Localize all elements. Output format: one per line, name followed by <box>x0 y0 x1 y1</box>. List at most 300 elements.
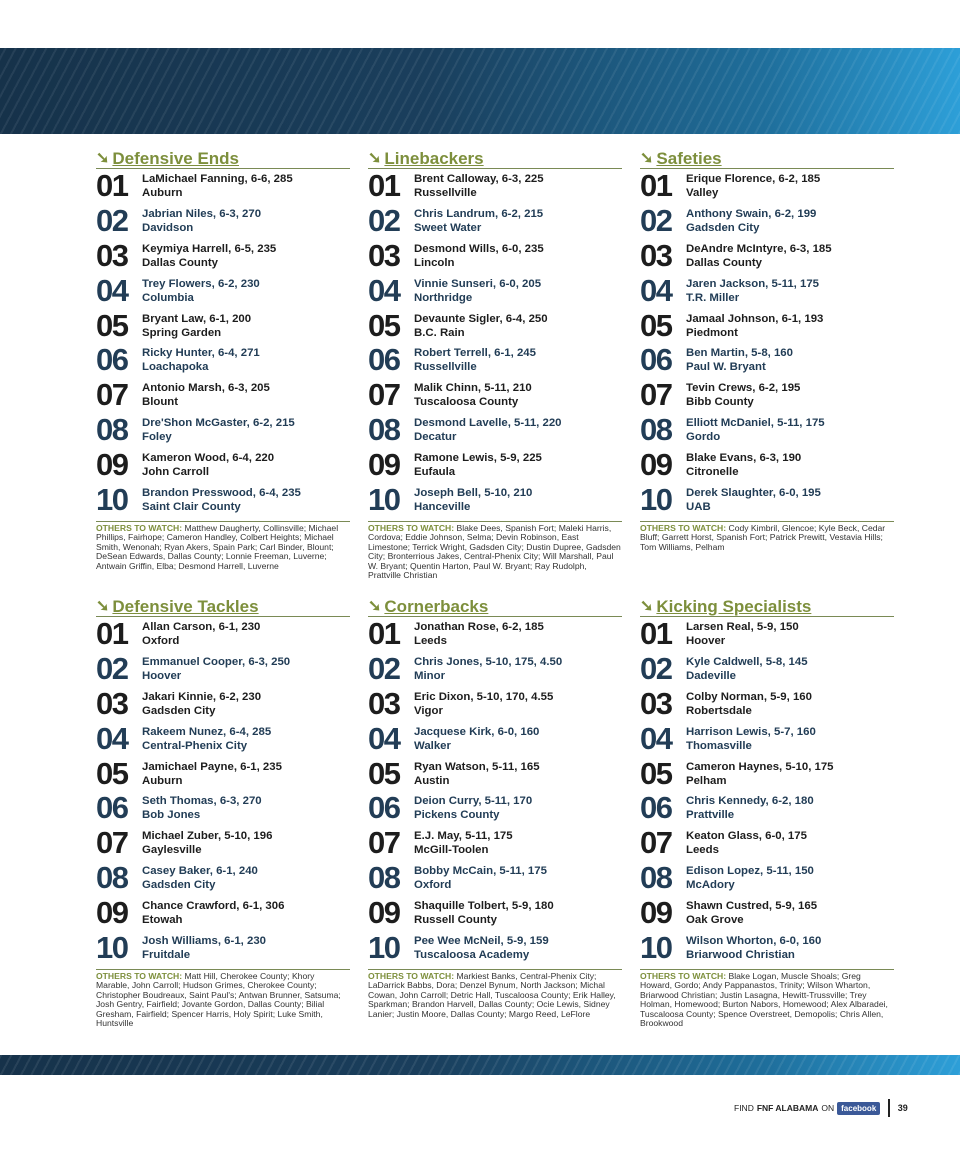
player-name-stats: Dre'Shon McGaster, 6-2, 215 <box>142 416 295 429</box>
player-name-stats: Kyle Caldwell, 5-8, 145 <box>686 656 808 669</box>
player-row <box>96 930 350 965</box>
player-name-stats: Shaquille Tolbert, 5-9, 180 <box>414 899 554 912</box>
player-info <box>414 381 532 409</box>
player-row <box>96 413 350 448</box>
player-rank: 05 <box>368 755 400 791</box>
player-rank: 02 <box>368 651 400 687</box>
player-row <box>96 447 350 482</box>
section-header <box>96 596 350 617</box>
player-row <box>368 895 622 930</box>
player-name-stats: Shawn Custred, 5-9, 165 <box>686 899 818 912</box>
player-rank: 08 <box>96 411 128 447</box>
others-to-watch-text: Blake Dees, Spanish Fort; Maleki Harris, Cordova; Eddie Johnson, Selma; Devin Robinson, East Limestone; Terrick Wright, Gadsden City; Dustin Dupree, Gadsden City; Bronterrious Jakes, Central-Phenix City; Will Marshall, Paul W. Bryant; Quentin Harton, Paul W. Bryant; Ray Rudolph, Prattville Christian <box>368 522 621 581</box>
player-row <box>96 169 350 204</box>
player-rank: 04 <box>640 720 672 756</box>
player-info <box>414 864 547 892</box>
player-school: Eufaula <box>414 465 456 478</box>
section-header <box>368 148 622 169</box>
player-name-stats: Pee Wee McNeil, 5-9, 159 <box>414 934 549 947</box>
player-list <box>368 617 622 965</box>
player-school: Oak Grove <box>686 913 744 926</box>
player-school: Russellville <box>414 361 477 374</box>
section-title: Linebackers <box>384 149 484 168</box>
player-name-stats: Jakari Kinnie, 6-2, 230 <box>142 690 262 703</box>
player-row <box>96 791 350 826</box>
player-school: Auburn <box>142 187 183 200</box>
player-school: Piedmont <box>686 326 738 339</box>
others-to-watch-label: OTHERS TO WATCH: <box>640 522 727 533</box>
player-rank: 05 <box>96 755 128 791</box>
player-name-stats: Erique Florence, 6-2, 185 <box>686 173 821 186</box>
section-defensive-tackles <box>96 596 350 1029</box>
player-info <box>142 690 261 718</box>
player-school: Tuscaloosa Academy <box>414 948 530 961</box>
player-rank: 09 <box>96 446 128 482</box>
player-name-stats: Trey Flowers, 6-2, 230 <box>142 277 260 290</box>
player-school: Pelham <box>686 774 727 787</box>
player-rank: 07 <box>640 377 672 413</box>
player-row <box>640 378 894 413</box>
arrow-down-right-icon: ➘ <box>640 150 654 167</box>
player-info <box>414 934 549 962</box>
player-rank: 02 <box>96 651 128 687</box>
player-row <box>368 652 622 687</box>
player-row <box>96 617 350 652</box>
player-row <box>640 652 894 687</box>
player-school: Vigor <box>414 704 443 717</box>
player-rank: 03 <box>640 237 672 273</box>
player-school: Bibb County <box>686 396 754 409</box>
section-linebackers <box>368 148 622 581</box>
section-header <box>368 596 622 617</box>
player-row <box>368 930 622 965</box>
player-name-stats: Jamaal Johnson, 6-1, 193 <box>686 312 824 325</box>
player-row <box>368 791 622 826</box>
player-rank: 06 <box>640 790 672 826</box>
player-info <box>142 486 301 514</box>
player-rank: 07 <box>96 377 128 413</box>
player-name-stats: Harrison Lewis, 5-7, 160 <box>686 725 816 738</box>
footer-find-text: FIND <box>734 1103 754 1113</box>
player-school: T.R. Miller <box>686 291 740 304</box>
player-school: Thomasville <box>686 739 752 752</box>
player-info <box>414 312 548 340</box>
player-row <box>368 826 622 861</box>
player-name-stats: Chris Jones, 5-10, 175, 4.50 <box>414 656 563 669</box>
player-school: Sweet Water <box>414 222 482 235</box>
player-row <box>96 482 350 517</box>
others-to-watch-text: Matt Hill, Cherokee County; Khory Marable, John Carroll; Hudson Grimes, Cherokee County; Christopher Boudreaux, Saint Paul's; Antwan Brunner, Satsuma; Josh Gentry, Fairfield; Jovante Gordon, Dallas County; Bilial Gresham, Fairfield; Spencer Harris, Holy Spirit; Luke Smith, Huntsville <box>96 970 341 1029</box>
player-name-stats: Casey Baker, 6-1, 240 <box>142 864 258 877</box>
player-row <box>96 378 350 413</box>
header-banner <box>0 48 960 134</box>
player-rank: 09 <box>640 446 672 482</box>
player-school: Paul W. Bryant <box>686 361 766 374</box>
player-name-stats: Jabrian Niles, 6-3, 270 <box>142 208 262 221</box>
player-rank: 07 <box>640 825 672 861</box>
player-row <box>368 378 622 413</box>
player-info <box>686 207 816 235</box>
player-info <box>414 207 543 235</box>
arrow-down-right-icon: ➘ <box>368 598 382 615</box>
player-school: Hoover <box>686 635 726 648</box>
player-school: Briarwood Christian <box>686 948 795 961</box>
player-name-stats: DeAndre McIntyre, 6-3, 185 <box>686 242 832 255</box>
player-rank: 04 <box>96 720 128 756</box>
player-school: Oxford <box>142 635 180 648</box>
player-name-stats: Eric Dixon, 5-10, 170, 4.55 <box>414 690 554 703</box>
player-rank: 10 <box>368 481 400 517</box>
player-school: Russell County <box>414 913 497 926</box>
player-school: Leeds <box>414 635 447 648</box>
player-rank: 05 <box>640 307 672 343</box>
others-to-watch-label: OTHERS TO WATCH: <box>368 522 455 533</box>
player-row <box>640 861 894 896</box>
player-school: Central-Phenix City <box>142 739 248 752</box>
player-list <box>640 617 894 965</box>
player-row <box>96 756 350 791</box>
player-school: Walker <box>414 739 451 752</box>
player-info <box>142 277 260 305</box>
player-rank: 10 <box>640 929 672 965</box>
player-name-stats: Edison Lopez, 5-11, 150 <box>686 864 814 877</box>
player-rank: 03 <box>368 685 400 721</box>
player-rank: 10 <box>368 929 400 965</box>
player-rank: 01 <box>640 616 672 652</box>
player-rank: 07 <box>368 825 400 861</box>
player-rank: 01 <box>96 616 128 652</box>
player-school: Leeds <box>686 844 719 857</box>
player-name-stats: Anthony Swain, 6-2, 199 <box>686 208 817 221</box>
others-to-watch-label: OTHERS TO WATCH: <box>96 522 183 533</box>
others-to-watch-text: Matthew Daugherty, Collinsville; Michael Phillips, Fairhope; Cameron Handley, Colbert Heights; Michael Smith, Wenonah; Ryan Akers, Spain Park; Carl Binder, Blount; DeSean Edwards, Dallas County; Lonnie Freeman, Luverne; Antwain Griffin, Elba; Desmond Harrell, Luverne <box>96 522 339 571</box>
player-rank: 05 <box>368 307 400 343</box>
player-name-stats: Keaton Glass, 6-0, 175 <box>686 830 807 843</box>
player-name-stats: Allan Carson, 6-1, 230 <box>142 621 261 634</box>
player-rank: 05 <box>96 307 128 343</box>
player-info <box>142 207 261 235</box>
player-name-stats: Deion Curry, 5-11, 170 <box>414 795 533 808</box>
player-name-stats: Rakeem Nunez, 6-4, 285 <box>142 725 272 738</box>
others-to-watch-label: OTHERS TO WATCH: <box>640 970 727 981</box>
player-info <box>686 486 821 514</box>
player-rank: 03 <box>368 237 400 273</box>
player-school: Dallas County <box>686 256 762 269</box>
player-name-stats: Josh Williams, 6-1, 230 <box>142 934 266 947</box>
others-to-watch <box>640 521 894 553</box>
player-school: Robertsdale <box>686 704 752 717</box>
player-info <box>686 416 825 444</box>
player-school: Austin <box>414 774 450 787</box>
player-row <box>96 652 350 687</box>
player-row <box>368 239 622 274</box>
player-rank: 03 <box>96 237 128 273</box>
player-name-stats: Desmond Lavelle, 5-11, 220 <box>414 416 562 429</box>
player-school: Lincoln <box>414 256 455 269</box>
player-rank: 09 <box>96 894 128 930</box>
player-school: Davidson <box>142 222 194 235</box>
player-name-stats: Michael Zuber, 5-10, 196 <box>142 830 273 843</box>
player-rank: 02 <box>368 203 400 239</box>
others-to-watch <box>368 521 622 581</box>
player-name-stats: Jaren Jackson, 5-11, 175 <box>686 277 819 290</box>
player-school: Pickens County <box>414 809 500 822</box>
player-info <box>142 416 295 444</box>
section-cornerbacks <box>368 596 622 1019</box>
player-row <box>640 721 894 756</box>
player-rank: 01 <box>368 168 400 204</box>
player-info <box>686 277 819 305</box>
player-row <box>640 308 894 343</box>
others-to-watch-text: Blake Logan, Muscle Shoals; Greg Howard, Gordo; Andy Pappanastos, Trinity; Wilson Wharton, Briarwood Christian; Justin Lasagna, Hewitt-Trussville; Trey Holman, Homewood; Burton Nabors, Homewood; Alex Albaradei, Tuscaloosa County; Spence Overstreet, Demopolis; Chris Allen, Brookwood <box>640 970 888 1029</box>
player-rank: 01 <box>640 168 672 204</box>
player-name-stats: Ryan Watson, 5-11, 165 <box>414 760 540 773</box>
player-info <box>142 346 260 374</box>
player-row <box>368 169 622 204</box>
player-row <box>640 204 894 239</box>
others-to-watch <box>368 969 622 1020</box>
player-row <box>96 308 350 343</box>
player-school: Columbia <box>142 291 194 304</box>
player-info <box>414 172 544 200</box>
player-info <box>414 794 532 822</box>
player-name-stats: Ramone Lewis, 5-9, 225 <box>414 451 542 464</box>
player-rank: 08 <box>96 859 128 895</box>
player-name-stats: Vinnie Sunseri, 6-0, 205 <box>414 277 542 290</box>
player-school: Auburn <box>142 774 183 787</box>
player-info <box>414 760 540 788</box>
player-info <box>414 242 544 270</box>
player-school: Minor <box>414 670 446 683</box>
player-rank: 08 <box>640 411 672 447</box>
player-name-stats: Bryant Law, 6-1, 200 <box>142 312 252 325</box>
page-number: 39 <box>897 1103 908 1113</box>
player-info <box>414 416 562 444</box>
player-name-stats: Jamichael Payne, 6-1, 235 <box>142 760 282 773</box>
player-row <box>368 861 622 896</box>
arrow-down-right-icon: ➘ <box>96 598 110 615</box>
player-rank: 04 <box>96 272 128 308</box>
player-row <box>640 169 894 204</box>
arrow-down-right-icon: ➘ <box>96 150 110 167</box>
player-school: Citronelle <box>686 465 739 478</box>
section-title: Safeties <box>656 149 722 168</box>
player-school: Tuscaloosa County <box>414 396 519 409</box>
player-rank: 04 <box>368 720 400 756</box>
player-info <box>142 655 290 683</box>
player-school: Oxford <box>414 878 452 891</box>
player-info <box>686 655 808 683</box>
player-row <box>96 687 350 722</box>
player-name-stats: E.J. May, 5-11, 175 <box>414 830 513 843</box>
player-info <box>686 864 814 892</box>
facebook-logo[interactable]: facebook <box>837 1102 880 1115</box>
player-name-stats: Malik Chinn, 5-11, 210 <box>414 382 532 395</box>
player-name-stats: Jonathan Rose, 6-2, 185 <box>414 621 544 634</box>
player-school: Saint Clair County <box>142 500 241 513</box>
player-school: Prattville <box>686 809 735 822</box>
player-row <box>96 273 350 308</box>
player-rank: 09 <box>368 446 400 482</box>
player-row <box>640 687 894 722</box>
others-to-watch-text: Cody Kimbril, Glencoe; Kyle Beck, Cedar Bluff; Garrett Horst, Spanish Fort; Patrick Prewitt, Vestavia Hills; Tom Williams, Pelham <box>640 522 886 552</box>
player-row <box>368 482 622 517</box>
player-school: Gadsden City <box>142 704 216 717</box>
player-row <box>368 617 622 652</box>
player-rank: 01 <box>96 168 128 204</box>
player-info <box>142 864 258 892</box>
player-name-stats: Bobby McCain, 5-11, 175 <box>414 864 547 877</box>
player-name-stats: Blake Evans, 6-3, 190 <box>686 451 802 464</box>
player-info <box>686 242 832 270</box>
player-rank: 08 <box>368 411 400 447</box>
section-safeties <box>640 148 894 552</box>
player-name-stats: Tevin Crews, 6-2, 195 <box>686 382 801 395</box>
player-info <box>414 451 542 479</box>
others-to-watch-label: OTHERS TO WATCH: <box>96 970 183 981</box>
player-rank: 07 <box>96 825 128 861</box>
player-info <box>414 829 513 857</box>
player-info <box>414 690 553 718</box>
player-school: Russellville <box>414 187 477 200</box>
player-name-stats: Derek Slaughter, 6-0, 195 <box>686 486 821 499</box>
player-school: Fruitdale <box>142 948 191 961</box>
player-rank: 04 <box>640 272 672 308</box>
player-row <box>640 617 894 652</box>
player-list <box>640 169 894 517</box>
player-row <box>640 791 894 826</box>
player-row <box>640 930 894 965</box>
player-name-stats: Elliott McDaniel, 5-11, 175 <box>686 416 825 429</box>
player-rank: 02 <box>640 651 672 687</box>
player-row <box>640 447 894 482</box>
player-rank: 06 <box>96 342 128 378</box>
footer-on-text: ON <box>821 1103 835 1113</box>
player-name-stats: Brandon Presswood, 6-4, 235 <box>142 486 301 499</box>
player-rank: 09 <box>640 894 672 930</box>
player-info <box>414 725 539 753</box>
player-info <box>414 620 544 648</box>
section-title: Defensive Ends <box>112 149 240 168</box>
player-info <box>686 794 814 822</box>
section-title: Kicking Specialists <box>656 597 812 616</box>
player-row <box>368 413 622 448</box>
player-list <box>96 169 350 517</box>
player-school: Hoover <box>142 670 182 683</box>
player-info <box>142 242 276 270</box>
section-title: Defensive Tackles <box>112 597 259 616</box>
player-row <box>368 447 622 482</box>
footer-banner <box>0 1055 960 1075</box>
player-school: Gaylesville <box>142 844 202 857</box>
player-rank: 03 <box>640 685 672 721</box>
player-info <box>686 760 834 788</box>
others-to-watch <box>96 521 350 572</box>
player-name-stats: Ricky Hunter, 6-4, 271 <box>142 347 260 360</box>
player-row <box>640 826 894 861</box>
player-row <box>96 721 350 756</box>
player-school: McGill-Toolen <box>414 844 489 857</box>
section-defensive-ends <box>96 148 350 571</box>
player-info <box>686 172 820 200</box>
player-school: Loachapoka <box>142 361 209 374</box>
player-rank: 09 <box>368 894 400 930</box>
player-row <box>640 239 894 274</box>
player-school: B.C. Rain <box>414 326 465 339</box>
player-info <box>142 451 274 479</box>
player-row <box>96 895 350 930</box>
player-school: Spring Garden <box>142 326 222 339</box>
player-info <box>686 381 800 409</box>
player-name-stats: Chance Crawford, 6-1, 306 <box>142 899 285 912</box>
player-row <box>96 239 350 274</box>
player-info <box>414 277 541 305</box>
section-header <box>640 596 894 617</box>
player-name-stats: Joseph Bell, 5-10, 210 <box>414 486 533 499</box>
others-to-watch <box>640 969 894 1029</box>
player-school: Dadeville <box>686 670 737 683</box>
section-header <box>640 148 894 169</box>
player-info <box>142 829 272 857</box>
player-row <box>96 343 350 378</box>
player-row <box>368 273 622 308</box>
player-rank: 10 <box>96 929 128 965</box>
player-name-stats: Chris Landrum, 6-2, 215 <box>414 208 544 221</box>
player-info <box>414 486 532 514</box>
player-info <box>686 451 801 479</box>
player-info <box>142 725 271 753</box>
section-kicking-specialists <box>640 596 894 1029</box>
player-info <box>142 381 270 409</box>
player-name-stats: Kameron Wood, 6-4, 220 <box>142 451 275 464</box>
player-name-stats: Seth Thomas, 6-3, 270 <box>142 795 262 808</box>
player-row <box>96 826 350 861</box>
others-to-watch-text: Markiest Banks, Central-Phenix City; LaDarrick Babbs, Dora; Denzel Bynum, North Jackson; Michal Cowan, John Carroll; Detric Hall, Tuscaloosa County; Erik Halley, Sparkman; Brandon Harvell, Dallas County; Ocie Lewis, Sidney Lanier; Justin Moore, Dallas County; Margo Reed, LeFlore <box>368 970 616 1019</box>
player-rank: 05 <box>640 755 672 791</box>
player-info <box>414 899 554 927</box>
player-name-stats: Larsen Real, 5-9, 150 <box>686 621 799 634</box>
player-info <box>686 829 807 857</box>
player-list <box>96 617 350 965</box>
player-school: John Carroll <box>142 465 210 478</box>
player-name-stats: Colby Norman, 5-9, 160 <box>686 690 812 703</box>
player-rank: 01 <box>368 616 400 652</box>
player-info <box>686 934 821 962</box>
player-school: Blount <box>142 396 179 409</box>
player-row <box>368 721 622 756</box>
player-info <box>142 312 251 340</box>
player-school: Etowah <box>142 913 183 926</box>
player-name-stats: Desmond Wills, 6-0, 235 <box>414 242 544 255</box>
player-name-stats: Emmanuel Cooper, 6-3, 250 <box>142 656 291 669</box>
player-list <box>368 169 622 517</box>
player-info <box>142 172 293 200</box>
player-row <box>96 861 350 896</box>
footer-divider <box>888 1099 890 1117</box>
player-row <box>640 756 894 791</box>
player-school: Valley <box>686 187 719 200</box>
player-name-stats: Devaunte Sigler, 6-4, 250 <box>414 312 548 325</box>
player-name-stats: Brent Calloway, 6-3, 225 <box>414 173 544 186</box>
section-header <box>96 148 350 169</box>
footer-brand: FNF ALABAMA <box>756 1103 819 1113</box>
page-footer <box>734 1101 908 1115</box>
player-info <box>142 934 266 962</box>
player-name-stats: Antonio Marsh, 6-3, 205 <box>142 382 270 395</box>
player-rank: 08 <box>368 859 400 895</box>
player-school: Decatur <box>414 430 457 443</box>
player-info <box>686 620 799 648</box>
